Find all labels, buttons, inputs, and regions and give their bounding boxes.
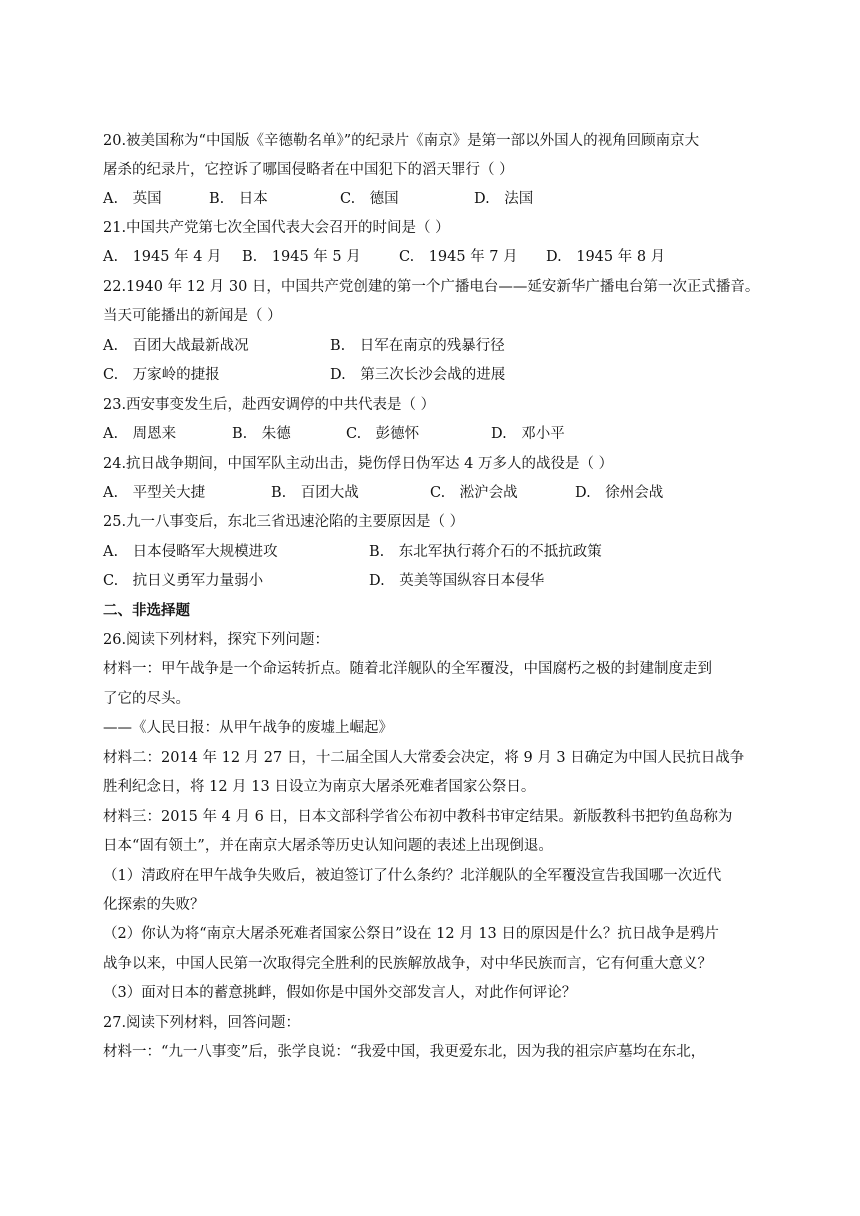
q20-option-d: D. 法国 [474,191,534,207]
question-24-stem: 24.抗日战争期间，中国军队主动出击，毙伤俘日伪军达 4 万多人的战役是（ ） [103,456,614,472]
q22-option-d: D. 第三次长沙会战的进展 [330,367,506,383]
q21-option-a: A. 1945 年 4 月 [103,249,222,265]
q25-option-b: B. 东北军执行蒋介石的不抵抗政策 [369,544,602,560]
q21-option-d: D. 1945 年 8 月 [546,249,666,265]
q26-material-2-cont: 胜利纪念日，将 12 月 13 日设立为南京大屠杀死难者国家公祭日。 [103,779,536,795]
question-22-stem: 22.1940 年 12 月 30 日，中国共产党创建的第一个广播电台——延安新华广播电台第一次正式播音。 [103,279,760,295]
q23-option-b: B. 朱德 [232,426,291,442]
q22-option-a: A. 百团大战最新战况 [103,338,249,354]
q22-option-c: C. 万家岭的捷报 [103,367,220,383]
question-25-stem: 25.九一八事变后，东北三省迅速沦陷的主要原因是（ ） [103,514,465,530]
question-27-stem: 27.阅读下列材料，回答问题： [103,1015,301,1031]
q25-option-d: D. 英美等国纵容日本侵华 [369,573,545,589]
q27-material-1: 材料一：“九一八事变”后，张学良说：“我爱中国，我更爱东北，因为我的祖宗庐墓均在东北， [103,1044,706,1060]
q23-option-a: A. 周恩来 [103,426,177,442]
q26-material-1-source: ——《人民日报：从甲午战争的废墟上崛起》 [103,720,393,736]
question-20-stem-cont: 屠杀的纪录片，它控诉了哪国侵略者在中国犯下的滔天罪行（ ） [103,162,514,178]
q26-subquestion-3: （3）面对日本的蓄意挑衅，假如你是中国外交部发言人，对此作何评论？ [103,985,577,1001]
q22-option-b: B. 日军在南京的残暴行径 [330,338,505,354]
question-21-stem: 21.中国共产党第七次全国代表大会召开的时间是（ ） [103,220,450,236]
q24-option-d: D. 徐州会战 [575,485,664,501]
question-26-stem: 26.阅读下列材料，探究下列问题： [103,632,330,648]
q26-material-1: 材料一：甲午战争是一个命运转折点。随着北洋舰队的全军覆没，中国腐朽之极的封建制度走到 [103,661,712,677]
q26-material-3-cont: 日本“固有领土”，并在南京大屠杀等历史认知问题的表述上出现倒退。 [103,838,553,854]
q20-option-b: B. 日本 [209,191,268,207]
q24-option-c: C. 淞沪会战 [430,485,518,501]
q24-option-b: B. 百团大战 [271,485,359,501]
q24-option-a: A. 平型关大捷 [103,485,206,501]
q20-option-c: C. 德国 [340,191,399,207]
q26-subquestion-1-cont: 化探索的失败？ [103,897,205,913]
q21-option-c: C. 1945 年 7 月 [399,249,518,265]
question-23-stem: 23.西安事变发生后，赴西安调停的中共代表是（ ） [103,397,436,413]
q23-option-d: D. 邓小平 [491,426,565,442]
q26-subquestion-1: （1）清政府在甲午战争失败后，被迫签订了什么条约？北洋舰队的全军覆没宣告我国哪一次近代 [103,868,722,884]
q23-option-c: C. 彭德怀 [346,426,420,442]
question-22-stem-cont: 当天可能播出的新闻是（ ） [103,308,282,324]
question-20-stem: 20.被美国称为“中国版《辛德勒名单》”的纪录片《南京》是第一部以外国人的视角回顾南京大 [103,133,700,149]
section-heading: 二、非选择题 [103,603,190,619]
q26-subquestion-2: （2）你认为将“南京大屠杀死难者国家公祭日”设在 12 月 13 日的原因是什么？抗日战争是鸦片 [103,926,719,942]
q26-subquestion-2-cont: 战争以来，中国人民第一次取得完全胜利的民族解放战争，对中华民族而言，它有何重大意义？ [103,956,712,972]
q26-material-2: 材料二：2014 年 12 月 27 日，十二届全国人大常委会决定，将 9 月 3 日确定为中国人民抗日战争 [103,750,745,766]
q25-option-a: A. 日本侵略军大规模进攻 [103,544,278,560]
q21-option-b: B. 1945 年 5 月 [242,249,361,265]
q26-material-1-cont: 了它的尽头。 [103,691,190,707]
q26-material-3: 材料三：2015 年 4 月 6 日，日本文部科学省公布初中教科书审定结果。新版教科书把钓鱼岛称为 [103,809,733,825]
q25-option-c: C. 抗日义勇军力量弱小 [103,573,264,589]
q20-option-a: A. 英国 [103,191,162,207]
